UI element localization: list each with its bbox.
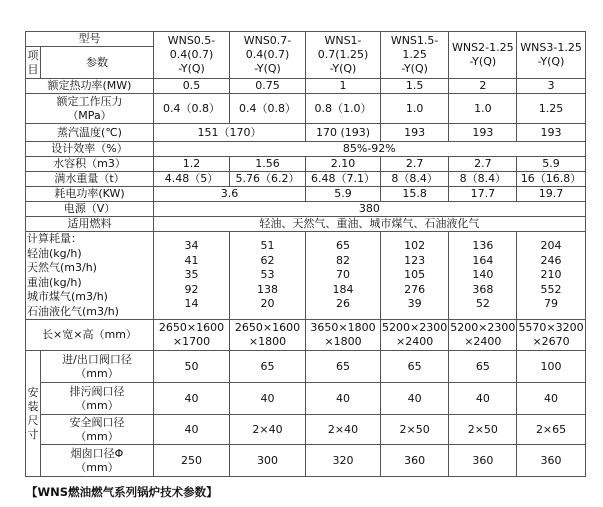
cell-drain-valve-3: 40 (306, 383, 381, 415)
header-model-2: WNS0.7- 0.4(0.7) -Y(Q) (230, 32, 306, 79)
cell-safety-valve-3: 2×40 (306, 415, 381, 445)
cell-drain-valve-5: 40 (449, 383, 517, 415)
cell-dimensions-1: 2650×1600 ×1700 (154, 320, 230, 351)
cell-safety-valve-1: 40 (154, 415, 230, 445)
cell-dimensions-6: 5570×3200 ×2670 (517, 320, 585, 351)
row-label-power-supply: 电源（V） (26, 202, 154, 217)
cell-chimney-6: 360 (517, 445, 585, 477)
cell-steam-temp-3: 170 (193) (306, 124, 381, 142)
row-label-full-weight: 满水重量（t） (26, 172, 154, 187)
cell-power-supply: 380 (154, 202, 586, 217)
cell-drain-valve-4: 40 (381, 383, 449, 415)
cell-drain-valve-2: 40 (230, 383, 306, 415)
cell-steam-temp-4: 193 (381, 124, 449, 142)
row-label-consumption: 计算耗量： 轻油(kg/h) 天然气(m3/h) 重油(kg/h) 城市煤气(m3/h) 石油液化气(m3/h) (26, 232, 154, 320)
row-label-power-use: 耗电功率(KW) (26, 187, 154, 202)
row-label-inlet-valve: 进/出口阀口径 （mm） (41, 351, 154, 383)
row-label-drain-valve: 排污阀口径 （mm） (41, 383, 154, 415)
row-label-rated-pressure: 额定工作压力 （MPa） (26, 94, 154, 124)
cell-full-weight-6: 16（16.8） (517, 172, 585, 187)
cell-safety-valve-5: 2×50 (449, 415, 517, 445)
cell-consumption-4: 102 123 105 276 39 (381, 232, 449, 320)
cell-inlet-valve-6: 100 (517, 351, 585, 383)
cell-steam-temp-5: 193 (449, 124, 517, 142)
cell-chimney-1: 250 (154, 445, 230, 477)
cell-water-volume-6: 5.9 (517, 157, 585, 172)
cell-rated-pressure-4: 1.0 (381, 94, 449, 124)
row-label-rated-power: 额定热功率(MW) (26, 79, 154, 94)
cell-water-volume-4: 2.7 (381, 157, 449, 172)
header-model-label: 型号 (26, 32, 154, 47)
cell-water-volume-3: 2.10 (306, 157, 381, 172)
cell-inlet-valve-1: 50 (154, 351, 230, 383)
cell-safety-valve-6: 2×65 (517, 415, 585, 445)
install-group-label: 安 装 尺 寸 (26, 351, 41, 477)
table-caption: 【WNS燃油燃气系列锅炉技术参数】 (26, 485, 218, 499)
cell-consumption-5: 136 164 140 368 52 (449, 232, 517, 320)
cell-water-volume-1: 1.2 (154, 157, 230, 172)
cell-safety-valve-4: 2×50 (381, 415, 449, 445)
spec-table (25, 31, 586, 477)
cell-power-use-5: 17.7 (449, 187, 517, 202)
cell-rated-pressure-3: 0.8（1.0） (306, 94, 381, 124)
cell-full-weight-2: 5.76（6.2） (230, 172, 306, 187)
header-param-label: 参数 (41, 47, 154, 79)
cell-power-use-3: 5.9 (306, 187, 381, 202)
header-item-label: 项 目 (26, 47, 41, 79)
cell-full-weight-4: 8（8.4） (381, 172, 449, 187)
cell-rated-pressure-5: 1.0 (449, 94, 517, 124)
cell-consumption-3: 65 82 70 184 26 (306, 232, 381, 320)
cell-dimensions-2: 2650×1600 ×1800 (230, 320, 306, 351)
cell-dimensions-3: 3650×1800 ×1800 (306, 320, 381, 351)
cell-rated-pressure-1: 0.4（0.8） (154, 94, 230, 124)
row-label-steam-temp: 蒸汽温度(℃) (26, 124, 154, 142)
cell-power-use-merged: 3.6 (154, 187, 306, 202)
row-label-dimensions: 长×宽×高（mm） (26, 320, 154, 351)
cell-consumption-6: 204 246 210 552 79 (517, 232, 585, 320)
row-label-chimney: 烟囱口径Φ （mm） (41, 445, 154, 477)
cell-water-volume-2: 1.56 (230, 157, 306, 172)
cell-steam-temp-6: 193 (517, 124, 585, 142)
cell-inlet-valve-2: 65 (230, 351, 306, 383)
header-model-5: WNS2-1.25 -Y(Q) (449, 32, 517, 79)
cell-chimney-3: 320 (306, 445, 381, 477)
header-model-1: WNS0.5- 0.4(0.7) -Y(Q) (154, 32, 230, 79)
cell-rated-pressure-6: 1.25 (517, 94, 585, 124)
header-model-6: WNS3-1.25 -Y(Q) (517, 32, 585, 79)
cell-full-weight-1: 4.48（5） (154, 172, 230, 187)
cell-safety-valve-2: 2×40 (230, 415, 306, 445)
cell-rated-pressure-2: 0.4（0.8） (230, 94, 306, 124)
cell-power-use-4: 15.8 (381, 187, 449, 202)
header-model-3: WNS1- 0.7(1.25) -Y(Q) (306, 32, 381, 79)
cell-consumption-1: 34 41 35 92 14 (154, 232, 230, 320)
row-label-efficiency: 设计效率（%） (26, 142, 154, 157)
cell-dimensions-4: 5200×2300 ×2400 (381, 320, 449, 351)
cell-efficiency: 85%-92% (154, 142, 586, 157)
cell-steam-temp-merged: 151（170） (154, 124, 306, 142)
cell-inlet-valve-3: 65 (306, 351, 381, 383)
cell-rated-power-5: 2 (449, 79, 517, 94)
cell-power-use-6: 19.7 (517, 187, 585, 202)
row-label-fuels: 适用燃料 (26, 217, 154, 232)
cell-rated-power-6: 3 (517, 79, 585, 94)
cell-fuels: 轻油、天然气、重油、城市煤气、石油液化气 (154, 217, 586, 232)
cell-chimney-2: 300 (230, 445, 306, 477)
row-label-water-volume: 水容积（m3） (26, 157, 154, 172)
cell-inlet-valve-5: 65 (449, 351, 517, 383)
cell-rated-power-3: 1 (306, 79, 381, 94)
cell-water-volume-5: 2.7 (449, 157, 517, 172)
cell-full-weight-5: 8（8.4） (449, 172, 517, 187)
cell-rated-power-4: 1.5 (381, 79, 449, 94)
cell-chimney-4: 360 (381, 445, 449, 477)
cell-inlet-valve-4: 65 (381, 351, 449, 383)
cell-consumption-2: 51 62 53 138 20 (230, 232, 306, 320)
cell-rated-power-2: 0.75 (230, 79, 306, 94)
cell-rated-power-1: 0.5 (154, 79, 230, 94)
cell-drain-valve-6: 40 (517, 383, 585, 415)
row-label-safety-valve: 安全阀口径 （mm） (41, 415, 154, 445)
cell-drain-valve-1: 40 (154, 383, 230, 415)
cell-dimensions-5: 5200×2300 ×2400 (449, 320, 517, 351)
header-model-4: WNS1.5- 1.25 -Y(Q) (381, 32, 449, 79)
cell-chimney-5: 360 (449, 445, 517, 477)
cell-full-weight-3: 6.48（7.1） (306, 172, 381, 187)
